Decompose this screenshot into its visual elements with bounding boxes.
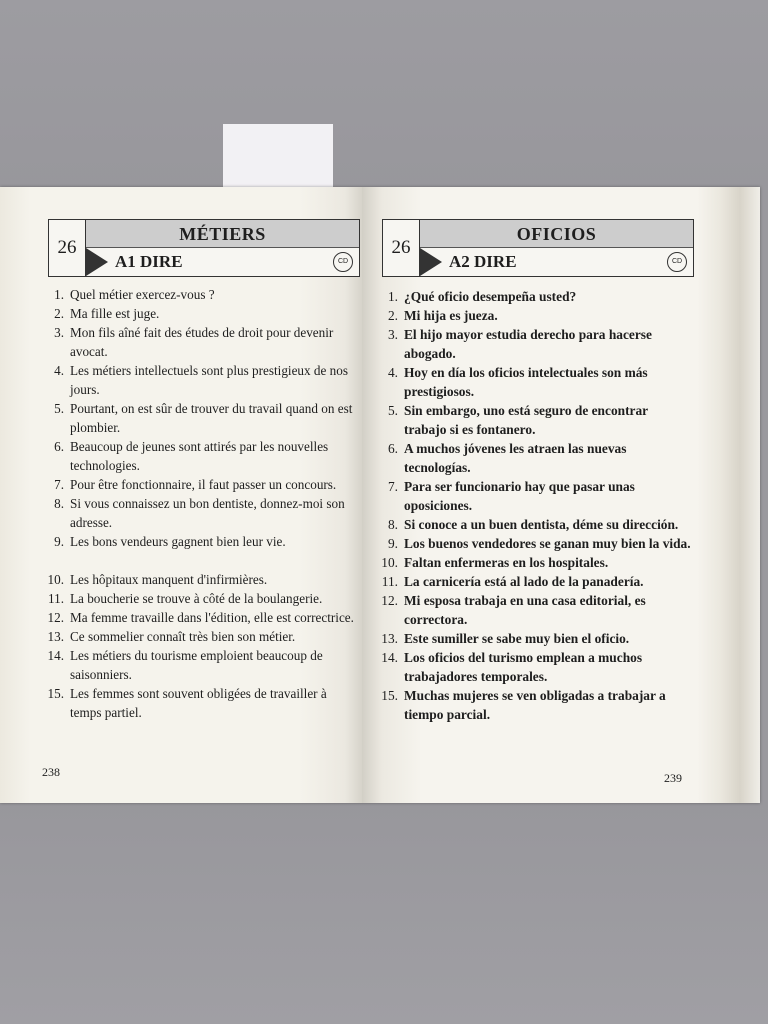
right-page <box>362 187 760 803</box>
list-item: 3. El hijo mayor estudia derecho para hacerse abogado. <box>387 327 652 361</box>
open-book <box>0 187 760 803</box>
list-item: 5. Sin embargo, uno está seguro de encontrar trabajo si es fontanero. <box>387 403 648 437</box>
lesson-number: 26 <box>383 220 420 276</box>
arrow-icon <box>420 248 442 276</box>
cd-icon: CD <box>667 252 687 272</box>
list-item: 4. Les métiers intellectuels sont plus prestigieux de nos jours. <box>54 363 348 397</box>
list-item: 13. Este sumiller se sabe muy bien el oficio. <box>381 631 630 646</box>
lesson-title: MÉTIERS <box>86 220 359 248</box>
list-item: 12. Ma femme travaille dans l'édition, elle est correctrice. <box>47 610 354 625</box>
list-item: 2. Mi hija es jueza. <box>387 308 498 323</box>
list-item: 14. Les métiers du tourisme emploient beaucoup de saisonniers. <box>47 648 323 682</box>
cd-icon: CD <box>333 252 353 272</box>
list-item: 13. Ce sommelier connaît très bien son métier. <box>47 629 296 644</box>
lesson-title: OFICIOS <box>420 220 693 248</box>
left-lesson-header <box>48 219 360 277</box>
list-item: 7. Pour être fonctionnaire, il faut passer un concours. <box>54 477 337 492</box>
right-item-list <box>376 287 692 724</box>
list-item: 6. A muchos jóvenes les atraen las nuevas tecnologías. <box>387 441 627 475</box>
left-item-list <box>44 285 356 722</box>
list-item: 2. Ma fille est juge. <box>54 306 160 321</box>
list-item: 15. Muchas mujeres se ven obligadas a trabajar a tiempo parcial. <box>381 688 666 722</box>
list-item: 11. La carnicería está al lado de la panadería. <box>381 574 644 589</box>
page-number: 238 <box>42 765 60 779</box>
list-item: 5. Pourtant, on est sûr de trouver du travail quand on est plombier. <box>54 401 353 435</box>
left-page <box>0 187 362 803</box>
list-item: 10. Les hôpitaux manquent d'infirmières. <box>47 572 268 587</box>
background-bottom <box>0 800 768 1024</box>
list-item: 7. Para ser funcionario hay que pasar unas oposiciones. <box>387 479 635 513</box>
list-gap <box>44 551 356 570</box>
list-item: 6. Beaucoup de jeunes sont attirés par les nouvelles technologies. <box>54 439 329 473</box>
page-number: 239 <box>664 771 682 785</box>
list-item: 8. Si conoce a un buen dentista, déme su dirección. <box>387 517 679 532</box>
lesson-number: 26 <box>49 220 86 276</box>
list-item: 4. Hoy en día los oficios intelectuales son más prestigiosos. <box>387 365 648 399</box>
right-lesson-header <box>382 219 694 277</box>
background-top <box>0 0 768 190</box>
list-item: 3. Mon fils aîné fait des études de droit pour devenir avocat. <box>54 325 334 359</box>
list-item: 8. Si vous connaissez un bon dentiste, donnez-moi son adresse. <box>54 496 345 530</box>
list-item: 12. Mi esposa trabaja en una casa editorial, es correctora. <box>381 593 646 627</box>
paper-tab <box>223 124 333 188</box>
list-item: 1. ¿Qué oficio desempeña usted? <box>387 289 577 304</box>
section-label: A2 DIRE <box>449 252 517 271</box>
list-item: 1. Quel métier exercez-vous ? <box>54 287 215 302</box>
arrow-icon <box>86 248 108 276</box>
list-item: 9. Los buenos vendedores se ganan muy bien la vida. <box>387 536 691 551</box>
list-item: 11. La boucherie se trouve à côté de la boulangerie. <box>48 591 323 606</box>
list-item: 14. Los oficios del turismo emplean a muchos trabajadores temporales. <box>381 650 643 684</box>
section-label: A1 DIRE <box>115 252 183 271</box>
list-item: 9. Les bons vendeurs gagnent bien leur vie. <box>54 534 286 549</box>
list-item: 15. Les femmes sont souvent obligées de travailler à temps partiel. <box>47 686 327 720</box>
list-item: 10. Faltan enfermeras en los hospitales. <box>381 555 609 570</box>
